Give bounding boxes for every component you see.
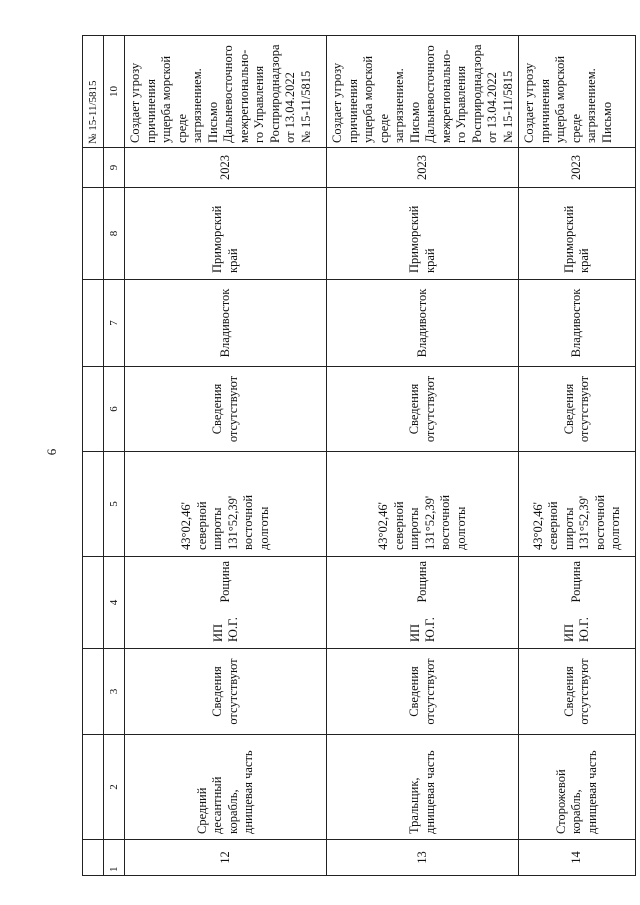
owner-cell (327, 557, 519, 649)
note-line: межрегионально- (236, 49, 251, 143)
region-cell (125, 188, 327, 280)
owner-initials (211, 617, 241, 642)
coordinate-line: 43°02,46' (376, 502, 390, 550)
note-line: Письмо (205, 101, 220, 143)
org-info-cell (125, 367, 327, 452)
owner-surname: Рощина (217, 561, 232, 603)
rotated-table-sheet (82, 36, 622, 876)
owner-cell (519, 557, 636, 649)
page-number: 6 (44, 448, 59, 456)
table-row (327, 36, 519, 876)
region-line: край (422, 248, 437, 273)
region-line: Приморский (407, 205, 421, 273)
org-info-cell (519, 367, 636, 452)
year-cell: 2023 (519, 148, 636, 188)
note-line: Дальневосточного (423, 45, 437, 143)
top-cell-empty (83, 367, 104, 452)
object-name-line: корабль, (225, 789, 240, 834)
note-line: Письмо (407, 101, 422, 143)
owner-initials (562, 617, 592, 642)
column-number: 10 (104, 36, 125, 148)
coordinates-cell (327, 452, 519, 557)
org-info-line: Сведения (561, 383, 576, 435)
info-cell (519, 649, 636, 735)
note-line: от 13.04.2022 (283, 72, 297, 143)
object-name-cell (327, 735, 519, 840)
region-line: Приморский (561, 205, 576, 273)
top-cell-empty (83, 148, 104, 188)
coordinates-cell (519, 452, 636, 557)
note-line: загрязнением. (190, 68, 204, 143)
org-info-cell (327, 367, 519, 452)
note-line: Создает угрозу (522, 62, 536, 143)
column-number: 5 (104, 452, 125, 557)
note-line: ущерба морской (159, 55, 173, 143)
top-cell-empty (83, 557, 104, 649)
org-info-line: отсутствуют (225, 375, 240, 443)
region-line: Приморский (210, 205, 224, 273)
info-cell (125, 649, 327, 735)
city-cell: Владивосток (519, 280, 636, 367)
coordinates-cell (125, 452, 327, 557)
column-number: 1 (104, 840, 125, 876)
top-cell-empty (83, 452, 104, 557)
top-cell-empty (83, 649, 104, 735)
register-table (82, 35, 636, 876)
top-cell-empty (83, 188, 104, 280)
column-number: 7 (104, 280, 125, 367)
year-cell: 2023 (327, 148, 519, 188)
row-number: 14 (519, 840, 636, 876)
coordinate-line: восточной (438, 494, 452, 550)
note-line: загрязнением. (584, 68, 598, 143)
city-cell: Владивосток (125, 280, 327, 367)
note-line: загрязнением. (392, 68, 406, 143)
coordinate-line: долготы (256, 506, 271, 550)
info-cell (327, 649, 519, 735)
note-line: причинения (345, 79, 360, 143)
org-info-line: Сведения (407, 383, 421, 435)
note-line: Создает угрозу (128, 62, 142, 143)
row-number: 12 (125, 840, 327, 876)
owner-line: ИП (562, 623, 576, 642)
note-line: ущерба морской (361, 55, 375, 143)
coordinate-line: северной широты (194, 501, 224, 550)
note-line: причинения (537, 79, 552, 143)
org-info-line: отсутствуют (577, 375, 591, 443)
note-cell (327, 36, 519, 148)
column-number: 2 (104, 735, 125, 840)
object-name-line: днищевая часть (422, 750, 437, 834)
year-cell: 2023 (125, 148, 327, 188)
coordinate-line: восточной (592, 494, 607, 550)
owner-line: Ю.Г. (225, 617, 240, 642)
note-line: среде (568, 113, 583, 143)
note-cell (519, 36, 636, 148)
top-continuation-row (83, 36, 104, 876)
note-cell (125, 36, 327, 148)
coordinate-line: долготы (608, 506, 622, 550)
coordinate-line: 131°52,39' (577, 495, 591, 550)
owner-cell (125, 557, 327, 649)
note-line: среде (376, 113, 391, 143)
coordinate-line: 131°52,39' (422, 495, 437, 550)
note-line: причинения (143, 79, 158, 143)
info-line: отсутствуют (422, 658, 437, 725)
top-reference: № 15-11/5815 (83, 36, 104, 148)
object-name-cell (519, 735, 636, 840)
note-line: Дальневосточного (221, 45, 235, 143)
info-line: Сведения (561, 666, 576, 717)
column-number: 8 (104, 188, 125, 280)
coordinate-line: восточной (241, 494, 255, 550)
object-name-line: Сторожевой (553, 769, 568, 834)
table-row (125, 36, 327, 876)
top-cell-empty (83, 840, 104, 876)
column-number: 9 (104, 148, 125, 188)
coordinate-line: 43°02,46' (530, 502, 545, 550)
region-cell (519, 188, 636, 280)
note-line: Письмо (599, 101, 614, 143)
owner-initials (408, 617, 438, 642)
note-line: го Управления (454, 65, 468, 143)
owner-line: Ю.Г. (422, 617, 437, 642)
org-info-line: отсутствуют (422, 375, 437, 443)
owner-line: ИП (210, 623, 225, 642)
table-row (519, 36, 636, 876)
region-line: край (225, 248, 240, 273)
column-number: 6 (104, 367, 125, 452)
coordinate-line: долготы (453, 506, 468, 550)
note-line: среде (174, 113, 189, 143)
object-name-line: Средний (194, 787, 209, 834)
object-name-line: днищевая часть (241, 750, 255, 834)
object-name-line: десантный (210, 776, 224, 834)
top-cell-empty (83, 280, 104, 367)
org-info-line: Сведения (210, 383, 224, 435)
info-line: Сведения (210, 666, 224, 717)
region-line: край (577, 248, 591, 273)
owner-surname: Рощина (569, 561, 584, 603)
object-name-cell (125, 735, 327, 840)
note-line: Росприроднадзора (267, 44, 282, 143)
note-line: № 15-11/5815 (500, 70, 515, 143)
column-number: 4 (104, 557, 125, 649)
note-line: Создает угрозу (330, 62, 344, 143)
info-line: Сведения (407, 666, 421, 717)
coordinate-line: северной широты (546, 501, 576, 550)
note-line: ущерба морской (553, 55, 567, 143)
city-cell: Владивосток (327, 280, 519, 367)
owner-line: ИП (407, 623, 422, 642)
note-line: межрегионально- (438, 49, 453, 143)
coordinate-line: 43°02,46' (179, 502, 193, 550)
info-line: отсутствуют (225, 658, 240, 725)
note-line: № 15-11/5815 (298, 70, 313, 143)
object-name-line: Тральщик, (407, 777, 421, 834)
note-line: Росприроднадзора (469, 44, 484, 143)
object-name-line: корабль, (569, 789, 584, 834)
owner-line: Ю.Г. (577, 617, 591, 642)
note-line: го Управления (252, 65, 266, 143)
coordinate-line: северной широты (391, 501, 421, 550)
region-cell (327, 188, 519, 280)
column-number: 3 (104, 649, 125, 735)
info-line: отсутствуют (577, 658, 591, 725)
top-cell-empty (83, 735, 104, 840)
coordinate-line: 131°52,39' (225, 495, 240, 550)
column-number-row (104, 36, 125, 876)
owner-surname: Рощина (414, 561, 429, 603)
table-rotation-frame (82, 36, 622, 876)
note-line: от 13.04.2022 (485, 72, 499, 143)
object-name-line: днищевая часть (584, 750, 599, 834)
row-number: 13 (327, 840, 519, 876)
